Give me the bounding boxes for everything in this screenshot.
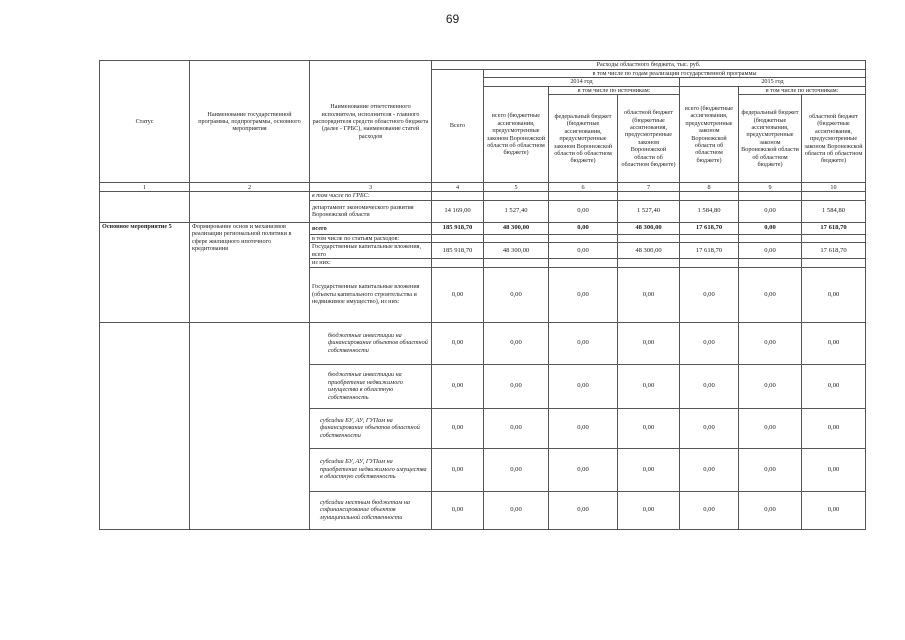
- cell-value: 0,00: [549, 322, 618, 364]
- cell-value: 185 918,70: [432, 243, 484, 259]
- cell-value: 0,00: [549, 267, 618, 322]
- column-number: 8: [680, 183, 739, 192]
- cell-value: 0,00: [484, 322, 549, 364]
- cell-value: 1 527,40: [484, 200, 549, 222]
- header-col10: областной бюджет (бюджетные ассигнования, предусмотренные законом Воронежской области об областном бюджете): [802, 95, 866, 183]
- row-label: Государственные капитальные вложения (объекты капитального строительства и недвижимое имущество), из них:: [310, 267, 432, 322]
- cell-value: 48 300,00: [484, 243, 549, 259]
- header-year-2014: 2014 год: [484, 78, 680, 86]
- cell-value: 0,00: [739, 200, 802, 222]
- cell-value: 17 618,70: [680, 243, 739, 259]
- column-number: 7: [618, 183, 680, 192]
- cell-value: 0,00: [618, 364, 680, 408]
- cell-value: 0,00: [549, 364, 618, 408]
- cell-value: 0,00: [680, 491, 739, 529]
- row-label: субсидии местным бюджетам на софинансирование объектов муниципальной собственности: [310, 491, 432, 529]
- cell-value: 14 169,00: [432, 200, 484, 222]
- cell-value: 0,00: [618, 408, 680, 448]
- cell-value: 0,00: [802, 408, 866, 448]
- header-executor: Наименование ответственного исполнителя, исполнителя - главного распорядителя средств областного бюджета (далее - ГРБС), наименование статей расходов: [310, 61, 432, 183]
- column-number: 10: [802, 183, 866, 192]
- cell-value: 0,00: [802, 267, 866, 322]
- cell-value: 0,00: [484, 267, 549, 322]
- table-row: [100, 222, 866, 234]
- header-col9: федеральный бюджет (бюджетные ассигнования, предусмотренные законом Воронежской области об областном бюджете): [739, 95, 802, 183]
- cell-value: 0,00: [549, 491, 618, 529]
- row-label: бюджетные инвестиции на приобретение недвижимого имущества в областную собственность: [310, 364, 432, 408]
- cell-value: 0,00: [549, 448, 618, 491]
- header-status: Статус: [100, 61, 190, 183]
- cell-value: 0,00: [432, 491, 484, 529]
- table-row: [100, 322, 866, 364]
- cell-value: 0,00: [739, 322, 802, 364]
- cell-value: 0,00: [432, 322, 484, 364]
- row-label: Государственные капитальные вложения, всего: [310, 243, 432, 259]
- cell-value: 0,00: [618, 491, 680, 529]
- header-col5: всего (бюджетные ассигнования, предусмотренные законом Воронежской области об областном бюджете): [484, 86, 549, 182]
- header-year-2015: 2015 год: [680, 78, 866, 86]
- cell-value: 0,00: [484, 364, 549, 408]
- cell-value: 0,00: [739, 222, 802, 234]
- table-row: [100, 200, 866, 222]
- cell-value: 0,00: [618, 267, 680, 322]
- cell-value: 0,00: [739, 408, 802, 448]
- cell-value: 0,00: [680, 322, 739, 364]
- cell-value: 0,00: [802, 491, 866, 529]
- column-number-row: [100, 183, 866, 192]
- row-label: всего: [310, 222, 432, 234]
- column-number: 1: [100, 183, 190, 192]
- cell-value: 0,00: [549, 408, 618, 448]
- header-by-years: в том числе по годам реализации государственной программы: [484, 70, 866, 78]
- cell-value: 0,00: [802, 448, 866, 491]
- cell-value: 48 300,00: [618, 222, 680, 234]
- cell-value: 0,00: [739, 243, 802, 259]
- column-number: 5: [484, 183, 549, 192]
- header-col8: всего (бюджетные ассигнования, предусмотренные законом Воронежской области об областном бюджете): [680, 86, 739, 182]
- header-program-name: Наименование государственной программы, подпрограммы, основного мероприятия: [190, 61, 310, 183]
- cell-value: 1 584,80: [680, 200, 739, 222]
- cell-value: 17 618,70: [802, 243, 866, 259]
- cell-value: 0,00: [680, 267, 739, 322]
- cell-value: 0,00: [432, 364, 484, 408]
- cell-value: 0,00: [680, 448, 739, 491]
- row-label: субсидии БУ, АУ, ГУПам на финансирование объектов областной собственности: [310, 408, 432, 448]
- cell-value: 0,00: [739, 491, 802, 529]
- column-number: 9: [739, 183, 802, 192]
- cell-value: 0,00: [484, 448, 549, 491]
- column-number: 3: [310, 183, 432, 192]
- cell-value: 0,00: [432, 408, 484, 448]
- cell-value: 0,00: [484, 408, 549, 448]
- header-by-sources-2014: в том числе по источникам:: [549, 86, 680, 94]
- cell-value: 185 918,70: [432, 222, 484, 234]
- cell-value: 0,00: [432, 448, 484, 491]
- cell-value: 48 300,00: [484, 222, 549, 234]
- cell-value: 0,00: [432, 267, 484, 322]
- cell-value: 0,00: [618, 322, 680, 364]
- budget-table: [99, 60, 866, 530]
- table-row: [100, 192, 866, 200]
- cell-value: 0,00: [802, 364, 866, 408]
- cell-value: 0,00: [739, 267, 802, 322]
- cell-value: 0,00: [484, 491, 549, 529]
- cell-value: 0,00: [549, 243, 618, 259]
- header-expenses-title: Расходы областного бюджета, тыс. руб.: [432, 61, 866, 70]
- header-col7: областной бюджет (бюджетные ассигнования, предусмотренные законом Воронежской области об областном бюджете): [618, 95, 680, 183]
- row-label: в том числе по ГРБС:: [310, 192, 432, 200]
- cell-value: 1 584,80: [802, 200, 866, 222]
- page-number: 69: [445, 12, 460, 26]
- cell-value: 0,00: [618, 448, 680, 491]
- cell-value: 48 300,00: [618, 243, 680, 259]
- row-label: бюджетные инвестиции на финансирование объектов областной собственности: [310, 322, 432, 364]
- header-col6: федеральный бюджет (бюджетные ассигнования, предусмотренные законом Воронежской области об областном бюджете): [549, 95, 618, 183]
- header-by-sources-2015: в том числе по источникам:: [739, 86, 866, 94]
- header-total: Всего: [432, 70, 484, 183]
- cell-value: 17 618,70: [680, 222, 739, 234]
- row-label: департамент экономического развития Воронежской области: [310, 200, 432, 222]
- cell-value: 1 527,40: [618, 200, 680, 222]
- row-label: из них:: [310, 259, 432, 267]
- cell-value: 0,00: [549, 200, 618, 222]
- cell-value: 0,00: [802, 322, 866, 364]
- row-label: в том числе по статьям расходов:: [310, 234, 432, 242]
- row-program-name: Формирование основ и механизмов реализации региональной политики в сфере жилищного ипотечного кредитования: [190, 222, 310, 322]
- cell-value: 0,00: [739, 448, 802, 491]
- column-number: 4: [432, 183, 484, 192]
- row-status: Основное мероприятие 5: [100, 222, 190, 322]
- column-number: 6: [549, 183, 618, 192]
- cell-value: 0,00: [680, 408, 739, 448]
- cell-value: 0,00: [739, 364, 802, 408]
- row-label: субсидии БУ, АУ, ГУПам на приобретение недвижимого имущества в областную собственность: [310, 448, 432, 491]
- cell-value: 0,00: [680, 364, 739, 408]
- cell-value: 17 618,70: [802, 222, 866, 234]
- cell-value: 0,00: [549, 222, 618, 234]
- column-number: 2: [190, 183, 310, 192]
